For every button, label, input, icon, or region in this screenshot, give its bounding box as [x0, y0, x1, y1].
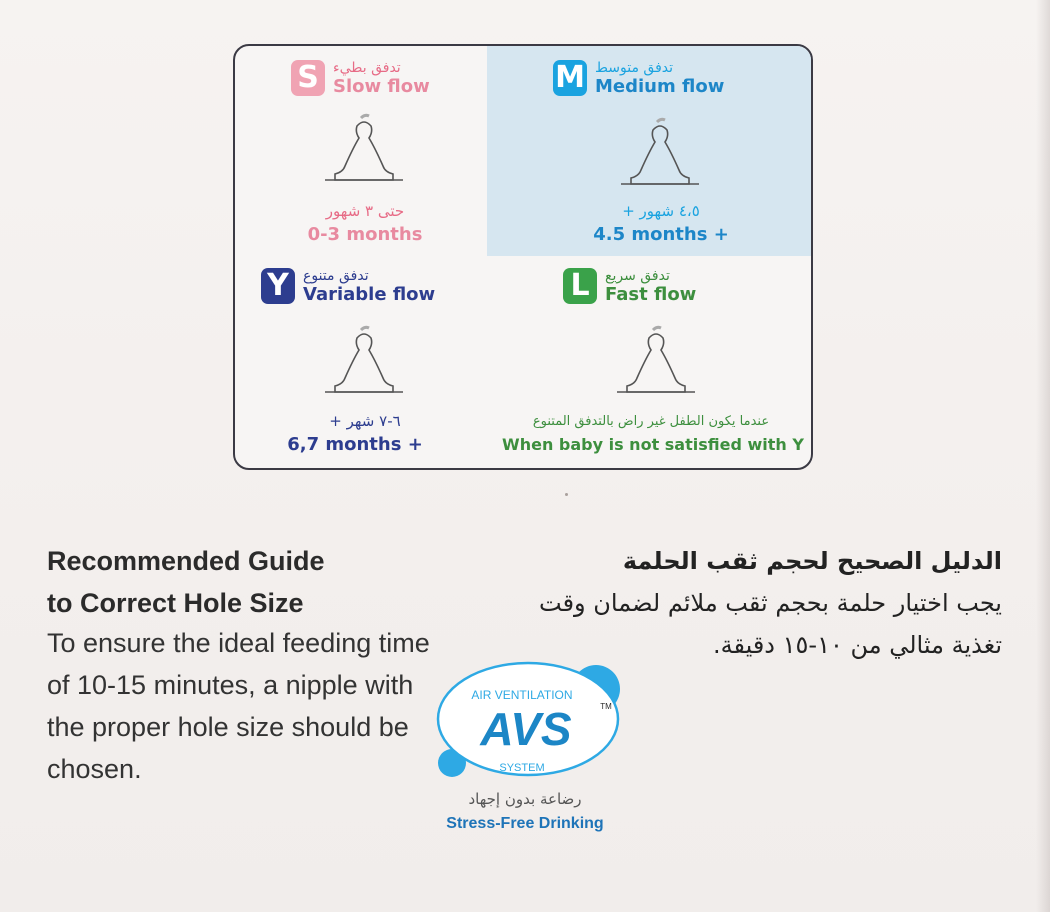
flow-guide-panel [233, 44, 813, 470]
guide-title [47, 540, 325, 624]
slow-nipple-icon [321, 112, 407, 188]
arabic-guide-title: الدليل الصحيح لحجم ثقب الحلمة [622, 547, 1002, 575]
guide-body: To ensure the ideal feeding time of 10-15 minutes, a nipple with the proper hole size should be chosen. [47, 628, 430, 784]
medium-flow-badge: M [553, 60, 587, 96]
avs-logo [430, 655, 630, 785]
avs-tm: TM [600, 702, 612, 711]
medium-flow-cell [525, 46, 805, 256]
slow-flow-age: 0-3 months [307, 224, 423, 245]
medium-flow-age-ar: ٤،٥ شهور + [622, 202, 700, 220]
medium-flow-label-ar: تدفق متوسط [595, 60, 674, 76]
fast-flow-badge: L [563, 268, 597, 304]
avs-caption: Stress-Free Drinking [446, 815, 604, 832]
guide-title-line-2: to Correct Hole Size [47, 588, 304, 618]
slow-flow-age-ar: حتى ٣ شهور [325, 202, 405, 220]
speck [565, 493, 568, 496]
avs-main-label: AVS [480, 703, 572, 755]
avs-bottom-label: SYSTEM [499, 762, 545, 774]
medium-flow-label: Medium flow [595, 76, 725, 97]
arabic-guide [532, 540, 1002, 666]
variable-flow-badge: Y [261, 268, 295, 304]
guide-title-line-1: Recommended Guide [47, 546, 325, 576]
avs-caption-ar: رضاعة بدون إجهاد [468, 790, 582, 808]
variable-flow-label-ar: تدفق متنوع [303, 268, 369, 284]
variable-flow-age-ar: ٦-٧ شهر + [329, 412, 401, 430]
fast-flow-cell [495, 258, 811, 468]
medium-nipple-icon [617, 116, 703, 192]
slow-flow-badge: S [291, 60, 325, 96]
slow-flow-label-ar: تدفق بطيء [333, 60, 401, 76]
variable-flow-cell [235, 258, 515, 468]
fast-flow-label-ar: تدفق سريع [605, 268, 670, 284]
variable-flow-label: Variable flow [303, 284, 436, 305]
slow-flow-label: Slow flow [333, 76, 430, 97]
fast-flow-age-ar: عندما يكون الطفل غير راض بالتدفق المتنوع [532, 414, 770, 429]
avs-top-label: AIR VENTILATION [471, 688, 573, 702]
variable-nipple-icon [321, 324, 407, 400]
fast-nipple-icon [613, 324, 699, 400]
variable-flow-age: 6,7 months + [287, 434, 423, 455]
box-edge-shadow [1036, 0, 1050, 912]
fast-flow-age: When baby is not satisfied with Y [502, 435, 804, 454]
medium-flow-age: 4.5 months + [593, 224, 729, 245]
fast-flow-label: Fast flow [605, 284, 697, 305]
slow-flow-cell [235, 46, 515, 256]
arabic-guide-body: يجب اختيار حلمة بحجم ثقب ملائم لضمان وقت تغذية مثالي من ١٠-١٥ دقيقة. [539, 589, 1002, 659]
